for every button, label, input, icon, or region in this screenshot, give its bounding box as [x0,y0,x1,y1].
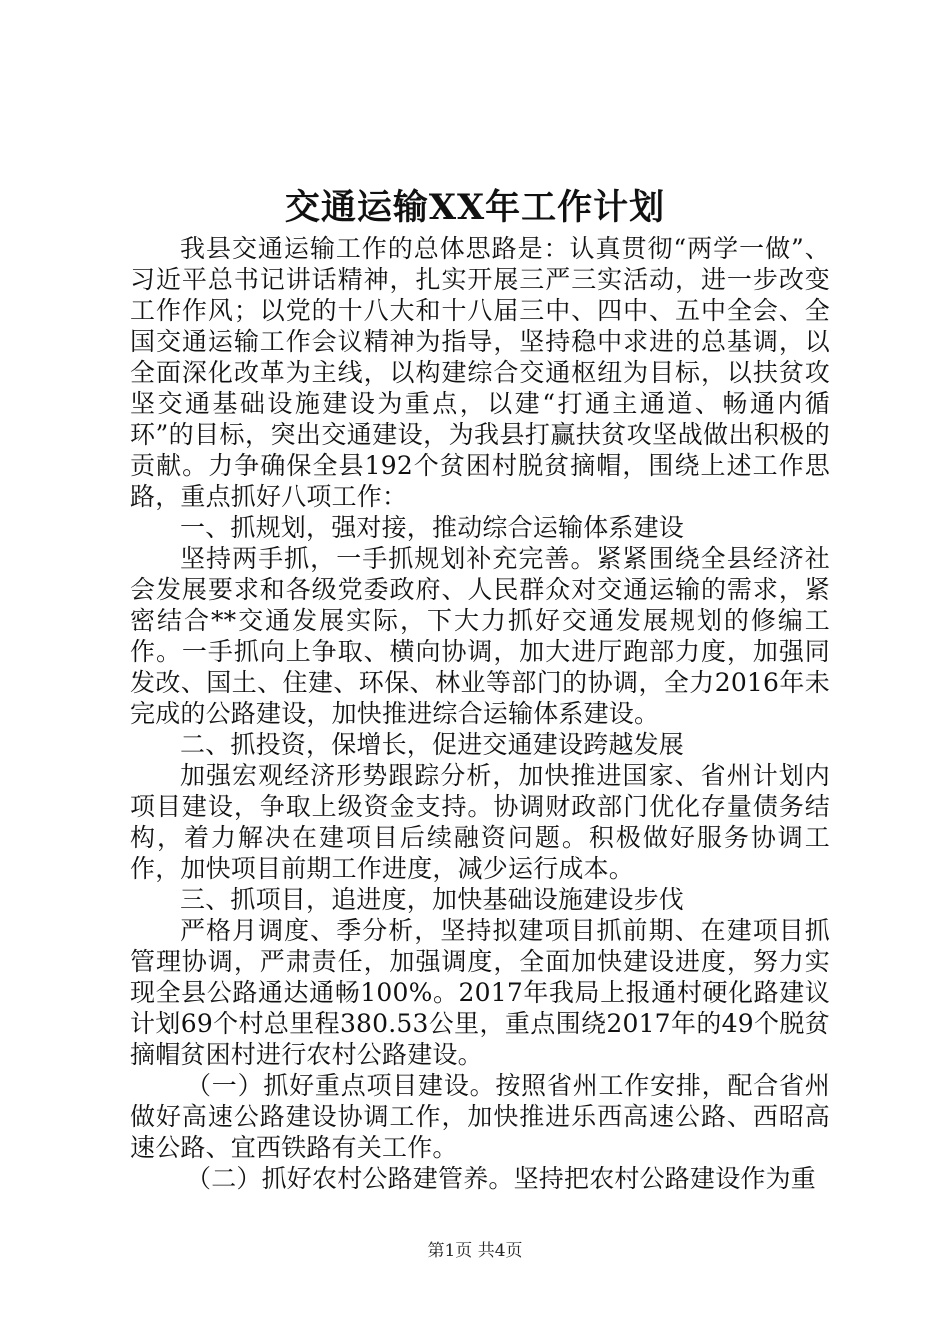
section-heading-3: 三、抓项目，追进度，加快基础设施建设步伐 [180,885,685,914]
paragraph-subsection-2: （二）抓好农村公路建管养。坚持把农村公路建设作为重 [186,1164,817,1193]
document-body [130,233,830,1194]
paragraph-section-2: 加强宏观经济形势跟踪分析，加快推进国家、省州计划内项目建设，争取上级资金支持。协调财政部门优化存量债务结构，着力解决在建项目后续融资问题。积极做好服务协调工作，加快项目前期工作进度，减少运行成本。 [130,761,830,883]
section-heading-1: 一、抓规划，强对接，推动综合运输体系建设 [180,513,685,542]
paragraph-section-3: 严格月调度、季分析，坚持拟建项目抓前期、在建项目抓管理协调，严肃责任，加强调度，全面加快建设进度，努力实现全县公路通达通畅100%。2017年我局上报通村硬化路建议计划69个村总里程380.53公里，重点围绕2017年的49个脱贫摘帽贫困村进行农村公路建设。 [130,916,830,1069]
section-heading-2: 二、抓投资，保增长，促进交通建设跨越发展 [180,730,685,759]
paragraph-subsection-1: （一）抓好重点项目建设。按照省州工作安排，配合省州做好高速公路建设协调工作，加快推进乐西高速公路、西昭高速公路、宜西铁路有关工作。 [130,1071,830,1162]
page-number-footer: 第1页 共4页 [427,1241,523,1261]
paragraph-intro: 我县交通运输工作的总体思路是：认真贯彻“两学一做”、习近平总书记讲话精神，扎实开展三严三实活动，进一步改变工作作风；以党的十八大和十八届三中、四中、五中全会、全国交通运输工作会议精神为指导，坚持稳中求进的总基调，以全面深化改革为主线，以构建综合交通枢纽为目标，以扶贫攻坚交通基础设施建设为重点，以建“打通主通道、畅通内循环”的目标，突出交通建设，为我县打赢扶贫攻坚战做出积极的贡献。力争确保全县192个贫困村脱贫摘帽，围绕上述工作思路，重点抓好八项工作： [130,234,830,511]
document-title: 交通运输XX年工作计划 [284,187,666,228]
paragraph-section-1: 坚持两手抓，一手抓规划补充完善。紧紧围绕全县经济社会发展要求和各级党委政府、人民群众对交通运输的需求，紧密结合**交通发展实际，下大力抓好交通发展规划的修编工作。一手抓向上争取、横向协调，加大进厅跑部力度，加强同发改、国土、住建、环保、林业等部门的协调，全力2016年未完成的公路建设，加快推进综合运输体系建设。 [130,544,830,728]
